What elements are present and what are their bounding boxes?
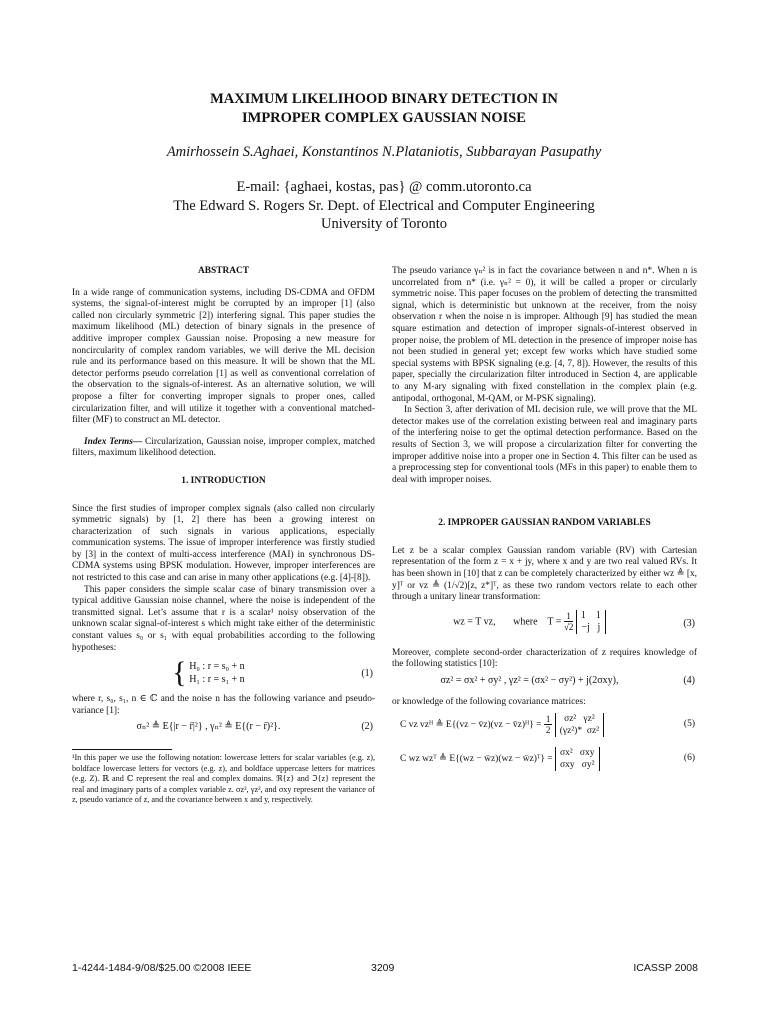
equation-brace: {: [172, 656, 187, 690]
matrix-cell: −j: [581, 621, 590, 633]
covariance-matrix-v: [555, 713, 604, 737]
index-terms: [72, 437, 375, 460]
equation-number: (5): [683, 718, 695, 729]
hypotheses: [189, 660, 244, 686]
matrix-cell: σxy: [560, 759, 575, 770]
equation-number: (3): [683, 617, 695, 629]
equation-lhs: C wz wzᵀ ≜ E{(wz − w̄z)(wz − w̄z)ᵀ} =: [400, 753, 553, 764]
transform-matrix: [576, 610, 606, 634]
equation-number: (6): [683, 752, 695, 763]
right-column: [392, 266, 697, 777]
equation-lhs: wz = T vz,: [453, 616, 496, 628]
index-terms-text: Circularization, Gaussian noise, improper complex, matched filters, maximum likelihood detection.: [72, 436, 375, 459]
footnote-rule: [72, 749, 172, 750]
noise-definition-text: where r, s₀, s₁, n ∈ ℂ and the noise n has the following variance and pseudo-variance [1]:: [72, 694, 375, 716]
equation-number: (1): [361, 668, 373, 680]
right-paragraph-1: The pseudo variance γₙ² is in fact the covariance between n and n*. When n is uncorrelated from n* (i.e. γₙ² = 0), it will be called a proper or circularly symmetric noise. This paper focuses on the problem of detecting the transmitted signal, which is deterministic but unknown at the receiver, from the noisy observation r when the noise n is improper. Although [9] has studied the mean square estimation and detection of improper signals-of-interest observed in proper noise, the problem of ML detection in the presence of improper noise has not been studied in general yet; except few works which have studied some special systems with BPSK signaling (e.g. [4, 7, 8]). However, the results of this paper, specially the circularization filter introduced in Section 4, are applicable to any M-ary signaling with fixed constellation in the complex plain (e.g. antipodal, orthogonal, M-QAM, or M-PSK signaling).: [392, 266, 697, 404]
equation-lhs: C vz vzᴴ ≜ E{(vz − v̄z)(vz − v̄z)ᴴ} =: [400, 719, 542, 730]
section-2-heading: 2. IMPROPER GAUSSIAN RANDOM VARIABLES: [438, 518, 651, 529]
footer-page-number: 3209: [371, 962, 395, 974]
abstract-text: In a wide range of communication systems, including DS-CDMA and OFDM systems, the signal-of-interest might be corrupted by an improper [1] (also called non circularly symmetric [2]) interfering signal. This paper studies the maximum likelihood (ML) detection of binary signals in the presence of additive improper complex Gaussian noise. Proposing a new measure for noncircularity of complex random variables, we will derive the ML decision rule and its performance based on this measure. It will be shown that the ML detector performs pseudo correlation [1] as well as conventional correlation of the observation to the signals-of-interest. As an alternative solution, we will propose a filter for converting improper signals to proper ones, called circularization filter, and will utilize it together with a conventional matched-filter (MF) to construct an ML detector.: [72, 287, 375, 426]
equation-number: (4): [683, 675, 695, 687]
left-column: [72, 266, 375, 805]
footer-conference: ICASSP 2008: [633, 962, 698, 974]
fraction-numerator: 1: [564, 611, 573, 622]
intro-paragraph-2: This paper considers the simple scalar case of binary transmission over a typical additive Gaussian noise channel, where the noise is independent of the transmitted signal. Let’s assume that r is a scalar¹ noisy observation of the unknown scalar signal-of-interest s which might take either of the deterministic constant values s₀ or s₁ with equal probabilities according to the following hypotheses:: [72, 584, 375, 653]
equation-6: [392, 743, 697, 777]
matrix-cell: γz²: [583, 713, 595, 724]
matrix-cell: σxy: [579, 747, 595, 758]
footer-copyright: 1-4244-1484-9/08/$25.00 ©2008 IEEE: [72, 962, 252, 974]
author-affiliation: [0, 197, 768, 233]
title-line-1: MAXIMUM LIKELIHOOD BINARY DETECTION IN: [210, 91, 558, 107]
right-paragraph-3: Let z be a scalar complex Gaussian random variable (RV) with Cartesian representation of the form z = x + jy, where x and y are two real valued RVs. It has been shown in [10] that z can be completely characterized by either wz ≜ [x, y]ᵀ or vz ≜ (1/√2)[z, z*]ᵀ, as these two random vectors relate to each other through a unitary linear transformation:: [392, 545, 697, 603]
author-list: Amirhossein S.Aghaei, Konstantinos N.Plataniotis, Subbarayan Pasupathy: [166, 144, 602, 160]
affiliation-line-2: University of Toronto: [321, 216, 447, 232]
hypothesis-h1: H₁ : r = s₁ + n: [189, 674, 245, 686]
equation-fraction: [564, 611, 573, 632]
covariance-matrix-w: [555, 747, 599, 771]
matrix-cell: 1: [595, 609, 601, 621]
matrix-cell: 1: [580, 609, 586, 621]
fraction-numerator: 1: [545, 714, 551, 725]
right-paragraph-5: or knowledge of the following covariance matrices:: [392, 697, 586, 708]
fraction-denominator: √2: [563, 622, 574, 633]
affiliation-line-1: The Edward S. Rogers Sr. Dept. of Electrical and Computer Engineering: [173, 198, 595, 214]
matrix-cell: (γz²)*: [559, 725, 583, 736]
matrix-cell: σy²: [581, 759, 595, 770]
equation-body: σz² = σx² + σy² , γz² = (σx² − σy²) + j(2σxy),: [440, 675, 619, 687]
equation-fraction: [544, 714, 553, 735]
equation-4: [392, 671, 697, 697]
equation-3: [392, 604, 697, 648]
equation-number: (2): [361, 721, 373, 733]
matrix-cell: σz²: [586, 725, 600, 736]
equation-body: σₙ² ≜ E{|r − r̄|²} , γₙ² ≜ E{(r − r̄)²}.: [136, 721, 281, 733]
footnote: ¹In this paper we use the following notation: lowercase letters for scalar variables (e.g. z), boldface lowercase letters for vectors (e.g. z), and boldface uppercase letters for matrices (e.g. Z). ℝ and ℂ represent the real and complex domains. ℜ{z} and ℑ{z} represent the real and imaginary parts of a complex variable z. σz², γz², and σxy represent the variance of z, pseudo variance of z, and the covariance between x and y, respectively.: [72, 753, 375, 805]
title-line-2: IMPROPER COMPLEX GAUSSIAN NOISE: [242, 110, 526, 126]
matrix-cell: σz²: [564, 713, 577, 724]
introduction-heading: 1. INTRODUCTION: [181, 475, 266, 486]
equation-2: [72, 717, 375, 743]
equation-t-label: T =: [547, 616, 562, 628]
fraction-denominator: 2: [545, 725, 551, 736]
equation-where: where: [513, 616, 538, 628]
paper-title: [0, 90, 768, 128]
right-paragraph-2: In Section 3, after derivation of ML decision rule, we will prove that the ML detector makes use of the correlation existing between real and imaginary parts of the interfering noise to get the optimal detection performance. Based on the results of Section 3, we will propose a circularization filter for converting the improper additive noise into a proper one in Section 4. This filter can be used as a preprocessing step for conventional tools (MFs in this paper) to enable them to deal with improper noises.: [392, 405, 697, 485]
matrix-cell: σx²: [560, 747, 573, 758]
right-paragraph-4: Moreover, complete second-order characterization of z requires knowledge of the following statistics [10]:: [392, 647, 697, 670]
equation-5: [392, 709, 697, 743]
intro-paragraph-1: Since the first studies of improper complex signals (also called non circularly symmetric signals) by [1, 2] there has been a growing interest on characterization of such signals in various applications, especially communication systems. The issue of improper interference was firstly studied by [3] in the context of multi-access interference (MAI) in synchronous DS-CDMA systems using BPSK modulation. However, improper interferences are not restricted to this case and can arise in many other applications (e.g. [4]-[8]).: [72, 503, 375, 584]
hypothesis-h0: H₀ : r = s₀ + n: [189, 661, 245, 673]
author-email: E-mail: {aghaei, kostas, pas} @ comm.utoronto.ca: [236, 179, 532, 195]
matrix-cell: j: [597, 621, 601, 633]
abstract-heading: ABSTRACT: [197, 266, 250, 276]
equation-1: [72, 654, 375, 694]
index-terms-label: Index Terms—: [84, 436, 143, 447]
